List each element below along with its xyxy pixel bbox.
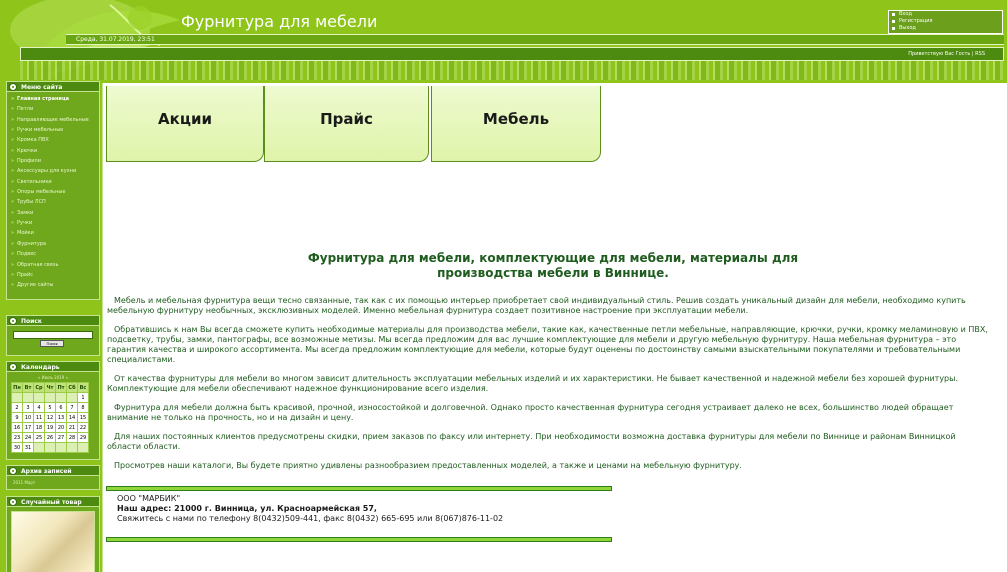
menu-item-locks[interactable]: » Замки <box>7 208 99 218</box>
calendar-cell[interactable]: 11 <box>34 413 45 423</box>
calendar-cell <box>56 393 67 403</box>
menu-item-profiles[interactable]: » Профили <box>7 156 99 166</box>
banner-sales[interactable]: Акции <box>106 86 264 162</box>
calendar-cell <box>45 443 56 453</box>
menu-item-legs[interactable]: » Опоры мебельные <box>7 187 99 197</box>
article-paragraph: Обратившись к нам Вы всегда сможете купить необходимые материалы для производства мебели, такие как, качественные петли мебельные, направляющие, крючки, ручки, кромку меламиновую и ПВХ, подсветку, трубы, замки, пантографы, все возможные метизы. Мы всегда предложим для вас лучшие комплектующие для мебели и другую мебельную фурнитуру. Наша мебельная фурнитура – это гарантия качества и широкого ассортимента. Мы всегда предложим комплектующие для мебели, которые будут оценены по достоинству самыми взыскательными покупателями и требовательными специалистами. <box>107 325 988 364</box>
logout-link[interactable]: Выход <box>889 25 1002 32</box>
calendar-cell[interactable]: 31 <box>23 443 34 453</box>
calendar-cell[interactable]: 4 <box>34 403 45 413</box>
site-menu <box>6 92 100 300</box>
calendar-cell <box>23 393 34 403</box>
main-content <box>102 83 1007 572</box>
banner-area <box>103 83 603 165</box>
calendar-day-name: Пт <box>57 384 65 391</box>
banner-price[interactable]: Прайс <box>264 86 429 162</box>
calendar-cell[interactable]: 20 <box>56 423 67 433</box>
menu-item-kitchen-accessories[interactable]: » Аксессуары для кухни <box>7 166 99 176</box>
article-paragraph: Для наших постоянных клиентов предусмотрены скидки, прием заказов по факсу или интернету. При необходимости возможна доставка фурнитуры для мебели по Виннице и районам Винницкой области области. <box>107 432 956 451</box>
company-phone: Свяжитесь с нами по телефону 8(0432)509-441, факс 8(0432) 665-695 или 8(067)876-11-02 <box>117 514 504 523</box>
random-product-image[interactable] <box>11 511 95 572</box>
calendar-cell <box>34 393 45 403</box>
calendar-cell[interactable]: 19 <box>45 423 56 433</box>
company-address: Наш адрес: 21000 г. Винница, ул. Красноармейская 57, <box>117 504 377 513</box>
search-button[interactable]: Поиск <box>40 340 64 347</box>
calendar-cell[interactable]: 17 <box>23 423 34 433</box>
login-box <box>888 10 1003 34</box>
calendar-day-name: Вт <box>23 383 34 393</box>
date-bar <box>66 34 1004 45</box>
calendar-day-name: Ср <box>35 384 43 391</box>
bullet-icon <box>9 363 17 371</box>
calendar-cell[interactable]: 6 <box>56 403 67 413</box>
calendar-cell <box>45 393 56 403</box>
article-paragraph: Мебель и мебельная фурнитура вещи тесно связанные, так как с их помощью интерьер приобретает свой индивидуальный стиль. Решив создать уникальный дизайн для мебели, необходимо купить мебельную фурнитуру необычных, эксклюзивных моделей. Именно мебельная фурнитура создает позитивное настроение при эксплуатации мебели. <box>107 296 966 315</box>
calendar-day-name: Пн <box>13 384 21 391</box>
menu-item-feedback[interactable]: » Обратная связь <box>7 260 99 270</box>
calendar-cell[interactable]: 18 <box>34 423 45 433</box>
calendar-cell[interactable]: 27 <box>56 433 67 443</box>
calendar-cell[interactable]: 23 <box>12 433 23 443</box>
calendar-cell[interactable]: 29 <box>78 433 89 443</box>
menu-item-hanger[interactable]: » Подвес <box>7 249 99 259</box>
menu-item-fittings[interactable]: » Фурнитура <box>7 239 99 249</box>
calendar-cell[interactable]: 3 <box>23 403 34 413</box>
calendar-cell[interactable]: 22 <box>78 423 89 433</box>
bullet-icon <box>9 317 17 325</box>
menu-block-title: Меню сайта <box>6 81 100 92</box>
calendar-cell[interactable]: 2 <box>12 403 23 413</box>
menu-item-pipes[interactable]: » Трубы ЛСП <box>7 197 99 207</box>
banner-furniture[interactable]: Мебель <box>431 86 601 162</box>
page-headline: Фурнитура для мебели, комплектующие для мебели, материалы для производства мебели в Виннице. <box>307 251 799 280</box>
calendar-month[interactable]: « Июль 2019 » <box>37 375 69 380</box>
calendar-cell[interactable]: 15 <box>78 413 89 423</box>
calendar-day-name: Чт <box>45 383 56 393</box>
login-link[interactable]: Вход <box>889 11 1002 18</box>
menu-item-lamps[interactable]: » Светильники <box>7 177 99 187</box>
calendar-cell[interactable]: 1 <box>78 393 89 403</box>
search-block-title: Поиск <box>6 315 100 326</box>
calendar-cell <box>67 393 78 403</box>
article-paragraph: Фурнитура для мебели должна быть красивой, прочной, износостойкой и долговечной. Однако просто качественная фурнитура сегодня устраивает далеко не всех, большинство людей обращает внимание не только на прочность, но и на дизайн и цену. <box>107 403 954 422</box>
article-body <box>107 296 989 480</box>
calendar-cell[interactable]: 7 <box>67 403 78 413</box>
calendar-day-name: Вс <box>78 383 89 393</box>
calendar-cell[interactable]: 30 <box>12 443 23 453</box>
register-link[interactable]: Регистрация <box>889 18 1002 25</box>
article-paragraph: Просмотрев наши каталоги, Вы будете приятно удивлены разнообразием предоставленных моделей, а также и ценами на мебельную фурнитуру. <box>114 461 742 470</box>
sidebar <box>6 81 100 572</box>
menu-item-sinks[interactable]: » Мойки <box>7 228 99 238</box>
menu-item-home[interactable]: » Главная страница <box>7 94 99 104</box>
calendar-cell <box>34 443 45 453</box>
archive-item[interactable]: 2011 Март <box>13 480 36 485</box>
calendar-cell[interactable]: 24 <box>23 433 34 443</box>
menu-item-other-sites[interactable]: » Другие сайты <box>7 280 99 290</box>
site-header <box>0 0 1007 81</box>
calendar-cell <box>56 443 67 453</box>
search-block <box>6 326 100 356</box>
calendar-grid <box>11 382 89 453</box>
menu-item-hinges[interactable]: » Петли <box>7 104 99 114</box>
menu-item-handles-2[interactable]: » Ручки <box>7 218 99 228</box>
search-input[interactable] <box>13 331 93 339</box>
calendar-cell[interactable]: 9 <box>12 413 23 423</box>
calendar-cell[interactable]: 25 <box>34 433 45 443</box>
calendar-cell <box>67 443 78 453</box>
calendar-cell[interactable]: 26 <box>45 433 56 443</box>
archive-block <box>6 476 100 490</box>
calendar-cell[interactable]: 12 <box>45 413 56 423</box>
bullet-icon <box>9 467 17 475</box>
calendar-cell[interactable]: 10 <box>23 413 34 423</box>
calendar-cell[interactable]: 14 <box>67 413 78 423</box>
archive-block-title: Архив записей <box>6 465 100 476</box>
calendar-cell[interactable]: 21 <box>67 423 78 433</box>
article-paragraph: От качества фурнитуры для мебели во многом зависит длительность эксплуатации мебельных изделий и их характеристики. Не бывает качественной и надежной мебели без хорошей фурнитуры. Комплектующие для мебели обеспечивают надежное функционирование всего изделия. <box>107 374 958 393</box>
calendar-cell[interactable]: 28 <box>67 433 78 443</box>
random-product-title: Случайный товар <box>6 496 100 507</box>
menu-item-price[interactable]: » Прайс <box>7 270 99 280</box>
calendar-day-name: Сб <box>68 384 76 391</box>
site-title[interactable]: Фурнитура для мебели <box>181 12 378 31</box>
menu-item-edge-pvc[interactable]: » Кромка ПВХ <box>7 135 99 145</box>
date-time: Среда, 31.07.2019, 23:51 <box>76 36 155 43</box>
greeting-text: Приветствую Вас Гость | RSS <box>908 51 985 57</box>
calendar-block-title: Календарь <box>6 361 100 372</box>
company-info <box>117 494 503 524</box>
divider <box>106 537 612 542</box>
calendar-cell[interactable]: 8 <box>78 403 89 413</box>
calendar-cell <box>78 443 89 453</box>
decorative-stripe <box>20 61 1004 80</box>
greeting-bar <box>20 47 1004 61</box>
calendar <box>6 372 100 460</box>
random-product-block <box>6 507 100 572</box>
calendar-cell <box>12 393 23 403</box>
menu-item-slides[interactable]: » Направляющие мебельные <box>7 115 99 125</box>
bullet-icon <box>9 83 17 91</box>
calendar-cell[interactable]: 16 <box>12 423 23 433</box>
divider <box>106 486 612 491</box>
calendar-cell[interactable]: 5 <box>45 403 56 413</box>
menu-item-hooks[interactable]: » Крючки <box>7 146 99 156</box>
company-name: ООО "МАРБИК" <box>117 494 181 503</box>
bullet-icon <box>9 498 17 506</box>
menu-item-handles[interactable]: » Ручки мебельные <box>7 125 99 135</box>
calendar-cell[interactable]: 13 <box>56 413 67 423</box>
